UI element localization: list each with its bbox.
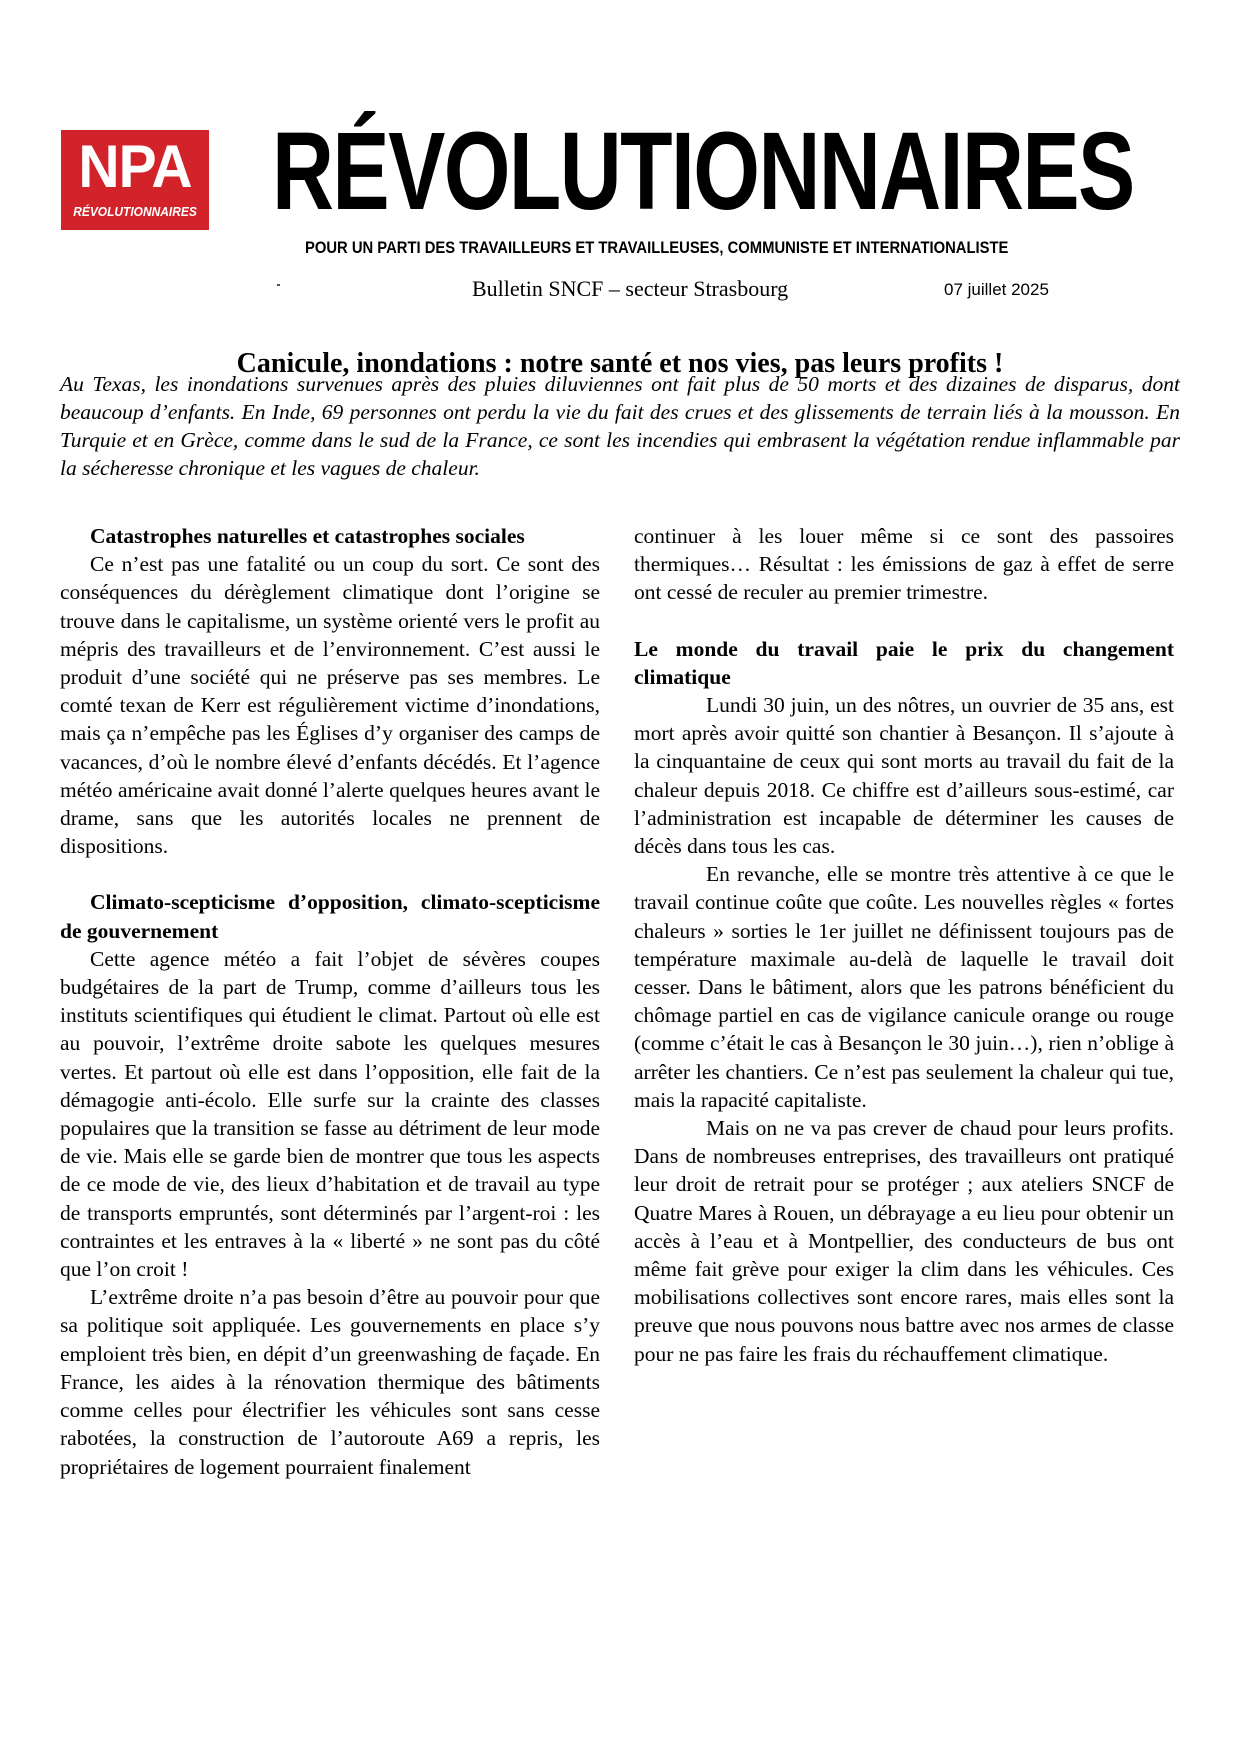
section-paragraph-continued: continuer à les louer même si ce sont des passoires thermiques… Résultat : les émissions de gaz à effet de serre ont cessé de reculer au premier trimestre. xyxy=(634,524,1174,605)
article-lede: Au Texas, les inondations survenues après des pluies diluviennes ont fait plus de 50 morts et des dizaines de disparus, dont beaucoup d’enfants. En Inde, 69 personnes ont perdu la vie du fait des crues et des glissements de terrain liés à la mousson. En Turquie et en Grèce, comme dans le sud de la France, ce sont les incendies qui embrasent la végétation rendue inflammable par la sécheresse chronique et les vagues de chaleur. xyxy=(60,372,1180,480)
masthead-title: RÉVOLUTIONNAIRES xyxy=(272,110,1134,233)
logo-sub-text: RÉVOLUTIONNAIRES xyxy=(73,204,197,219)
bulletin-label: Bulletin SNCF – secteur Strasbourg xyxy=(472,276,789,301)
section-heading-catastrophes: Catastrophes naturelles et catastrophes sociales xyxy=(90,524,525,548)
npa-logo xyxy=(61,130,209,230)
section-paragraph: Ce n’est pas une fatalité ou un coup du sort. Ce sont des conséquences du dérèglement climatique dont l’origine se trouve dans le capitalisme, un système orienté vers le profit au mépris des travailleurs et de l’environnement. C’est aussi le produit d’une société qui ne préserve pas ses membres. Le comté texan de Kerr est régulièrement victime d’inondations, mais ça n’empêche pas les Églises d’y organiser des camps de vacances, d’où le nombre élevé d’enfants décédés. Et l’agence météo américaine avait donné l’alerte quelques heures avant le drame, sans que les autorités locales ne prennent de dispositions. xyxy=(60,552,600,859)
article-headline: Canicule, inondations : notre santé et nos vies, pas leurs profits ! xyxy=(236,347,1004,379)
section-paragraph: L’extrême droite n’a pas besoin d’être au pouvoir pour que sa politique soit appliquée. Les gouvernements en place s’y emploient très bien, en dépit d’un greenwashing de façade. En France, les aides à la rénovation thermique des bâtiments comme celles pour électrifier les véhicules sont sans cesse rabotées, la construction de l’autoroute A69 a repris, les propriétaires de logement pourraient finalement xyxy=(60,1285,600,1479)
decorative-mark xyxy=(277,284,280,286)
section-paragraph: En revanche, elle se montre très attentive à ce que le travail continue coûte que coûte. Les nouvelles règles « fortes chaleurs » sorties le 1er juillet ne définissent toujours pas de température maximale au-delà de laquelle le travail doit cesser. Dans le bâtiment, alors que les patrons bénéficient du chômage partiel en cas de vigilance canicule orange ou rouge (comme c’était le cas à Besançon le 30 juin…), rien n’oblige à arrêter les chantiers. Ce n’est pas seulement la chaleur qui tue, mais la rapacité capitaliste. xyxy=(634,862,1174,1112)
bulletin-date: 07 juillet 2025 xyxy=(944,280,1049,299)
logo-main-text: NPA xyxy=(78,133,192,200)
section-heading-monde-du-travail: Le monde du travail paie le prix du changement climatique xyxy=(634,636,1174,689)
section-paragraph: Cette agence météo a fait l’objet de sévères coupes budgétaires de la part de Trump, comme d’ailleurs tous les instituts scientifiques qui étudient le climat. Partout où elle est au pouvoir, l’extrême droite sabote les quelques mesures vertes. Et partout où elle est dans l’opposition, elle fait de la démagogie anti-écolo. Elle surfe sur la crainte des classes populaires que la transition se fasse au détriment de leur mode de vie. Mais elle se garde bien de montrer que tous les aspects de ce mode de vie, des lieux d’habitation et de travail au type de transports empruntés, sont déterminés par l’argent-roi : les contraintes et les entraves à la « liberté » ne sont pas du côté que l’on croit ! xyxy=(60,946,600,1282)
column-right xyxy=(634,522,1174,1368)
section-paragraph: Lundi 30 juin, un des nôtres, un ouvrier de 35 ans, est mort après avoir quitté son chantier à Besançon. Il s’ajoute à la cinquantaine de ceux qui sont morts au travail du fait de la chaleur depuis 2018. Ce chiffre est d’ailleurs sous-estimé, car l’administration est incapable de déterminer les causes de décès dans tous les cas. xyxy=(634,693,1174,859)
section-heading-climato-scepticisme: Climato-scepticisme d’opposition, climato-scepticisme de gouvernement xyxy=(60,890,600,943)
section-paragraph: Mais on ne va pas crever de chaud pour leurs profits. Dans de nombreuses entreprises, des travailleurs ont pratiqué leur droit de retrait pour se protéger ; aux ateliers SNCF de Quatre Mares à Rouen, un débrayage a eu lieu pour obtenir un accès à l’eau et à Montpellier, des conducteurs de bus ont même fait grève pour exiger la clim dans les véhicules. Ces mobilisations collectives sont encore rares, mais elles sont la preuve que nous pouvons nous battre avec nos armes de classe pour ne pas faire les frais du réchauffement climatique. xyxy=(634,1116,1174,1366)
masthead-tagline: POUR UN PARTI DES TRAVAILLEURS ET TRAVAILLEUSES, COMMUNISTE ET INTERNATIONALISTE xyxy=(305,238,1009,257)
column-left xyxy=(60,522,600,1481)
